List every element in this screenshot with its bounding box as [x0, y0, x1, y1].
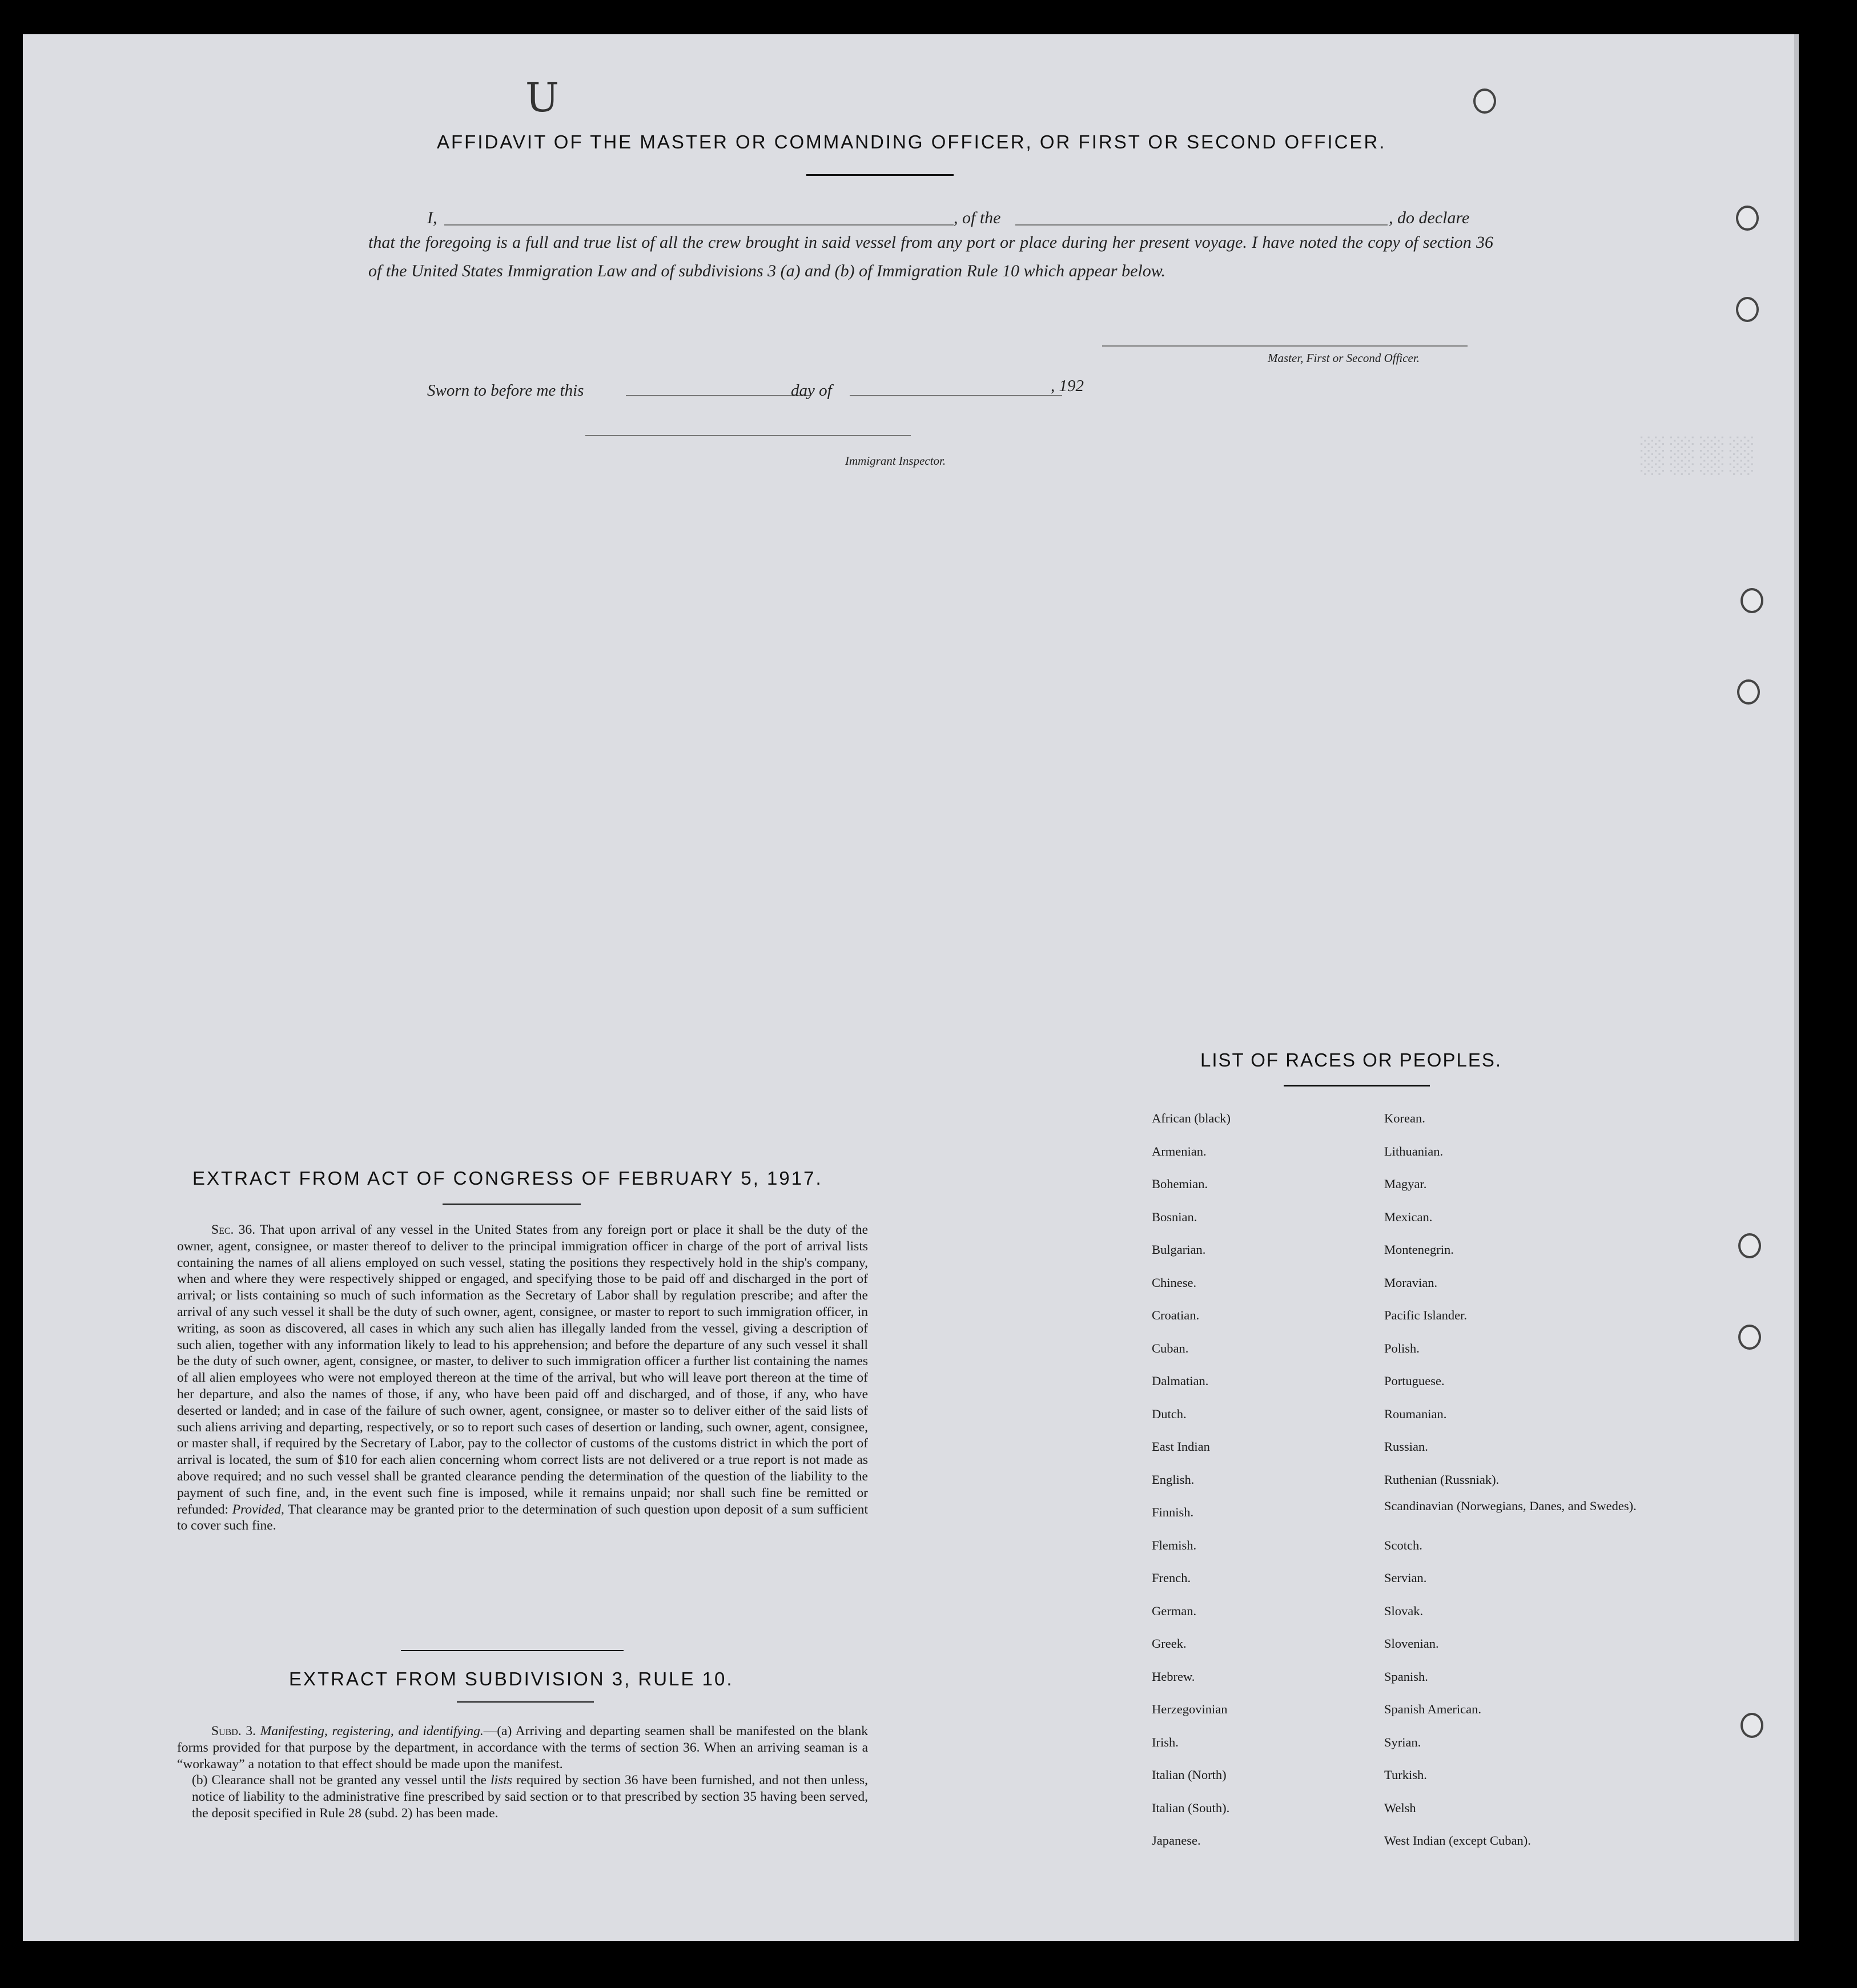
race-entry: French.: [1152, 1571, 1191, 1585]
subd-label: Subd. 3.: [211, 1724, 256, 1739]
race-entry: Flemish.: [1152, 1538, 1197, 1552]
page-edge: [1794, 34, 1799, 1941]
race-entry: Mexican.: [1384, 1209, 1433, 1224]
act-body-text: That upon arrival of any vessel in the United States from any foreign port or place it shall be the duty of the owner, agent, consignee, or master thereof to deliver to the principal immigration officer in charge of the port of arrival lists containing the names of all aliens employed on such vessel, stating the positions they respectively hold in the ship's company, when and where they were respectively shipped or engaged, and specifying those to be paid off and discharged in the port of arrival; or lists containing so much of such information as the Secretary of Labor shall by regulation prescribe; and after the arrival of any such vessel it shall be the duty of such owner, agent, consignee, or master to report to such immigration officer, in writing, as soon as discovered, all cases in which any such alien has illegally landed from the vessel, giving a description of such alien, together with any information likely to lead to his apprehension; and before the departure of any such vessel it shall be the duty of such owner, agent, consignee, or master, to deliver to such immigration officer a further list containing the names of all alien employees who were not employed thereon at the time of the arrival, but who will leave port thereon at the time of her departure, and also the names of those, if any, who have been paid off and discharged, and of those, if any, who have deserted or landed; and in case of the failure of such owner, agent, consignee, or master so to deliver either of the said lists of such aliens arriving and departing, respectively, or so to report such cases of desertion or landing, such owner, agent, consignee, or master shall, if required by the Secretary of Labor, pay to the collector of customs of the customs district in which the port of arrival is located, the sum of $10 for each alien concerning whom correct lists are not delivered or a true report is not made as above required; and no such vessel shall be granted clearance pending the determination of the question of the liability to the payment of such fine, and, in the event such fine is imposed, while it remains unpaid; nor shall such fine be remitted or refunded:: [177, 1222, 869, 1517]
races-right-column: [1384, 1102, 1637, 1857]
rule-para-b-start: (b) Clearance shall not be granted any vessel until the: [192, 1773, 487, 1788]
race-entry: Armenian.: [1152, 1144, 1207, 1158]
race-entry: Scotch.: [1384, 1538, 1422, 1552]
race-entry: Dalmatian.: [1152, 1374, 1209, 1388]
of-the-label: , of the: [954, 208, 1001, 227]
master-signature-field[interactable]: [1102, 345, 1468, 347]
race-entry: Magyar.: [1384, 1177, 1427, 1191]
race-entry: Bulgarian.: [1152, 1242, 1206, 1257]
race-entry: Polish.: [1384, 1341, 1420, 1355]
race-entry: African (black): [1152, 1111, 1231, 1125]
heading-rule: [1284, 1085, 1430, 1086]
rule-extract-heading: EXTRACT FROM SUBDIVISION 3, RULE 10.: [289, 1668, 734, 1689]
act-extract-body: [177, 1222, 868, 1534]
declare-label: , do declare: [1389, 208, 1470, 227]
punch-hole: [1473, 88, 1496, 114]
race-entry: Herzegovinian: [1152, 1702, 1228, 1716]
race-entry: Turkish.: [1384, 1768, 1427, 1782]
race-entry: Russian.: [1384, 1439, 1428, 1454]
master-signature-label: Master, First or Second Officer.: [1268, 351, 1420, 365]
section-label: Sec. 36.: [211, 1222, 256, 1237]
race-entry: Chinese.: [1152, 1275, 1197, 1290]
manifest-page: [23, 34, 1799, 1941]
race-entry: Greek.: [1152, 1636, 1187, 1651]
rule-para-b-lists: lists: [491, 1773, 513, 1788]
race-entry: Japanese.: [1152, 1833, 1201, 1848]
handwritten-mark: U: [525, 74, 559, 121]
race-entry: Korean.: [1384, 1111, 1425, 1125]
affidavit-heading: AFFIDAVIT OF THE MASTER OR COMMANDING OFFICER, OR FIRST OR SECOND OFFICER.: [437, 131, 1386, 152]
punch-hole: [1738, 1233, 1761, 1258]
race-entry: Irish.: [1152, 1735, 1179, 1749]
race-entry: Slovak.: [1384, 1603, 1424, 1618]
heading-rule: [457, 1701, 594, 1703]
race-entry: Scandinavian (Norwegians, Danes, and Swedes).: [1384, 1499, 1637, 1513]
vessel-name-field[interactable]: [1015, 224, 1388, 226]
sworn-year-label: , 192: [1051, 377, 1084, 395]
race-entry: English.: [1152, 1472, 1195, 1487]
race-entry: Montenegrin.: [1384, 1242, 1454, 1257]
subd-title: Manifesting, registering, and identifying.: [260, 1724, 484, 1739]
affidavit-i-label: I,: [427, 208, 437, 227]
sworn-day-field[interactable]: [626, 395, 811, 396]
race-entry: Bohemian.: [1152, 1177, 1208, 1191]
race-entry: Roumanian.: [1384, 1406, 1447, 1421]
act-extract-heading: EXTRACT FROM ACT OF CONGRESS OF FEBRUARY 5, 1917.: [192, 1168, 823, 1189]
sworn-day-of-label: day of: [791, 381, 832, 400]
inspector-label: Immigrant Inspector.: [845, 454, 946, 468]
race-entry: Servian.: [1384, 1571, 1427, 1585]
race-entry: Pacific Islander.: [1384, 1308, 1467, 1322]
race-entry: Slovenian.: [1384, 1636, 1439, 1651]
punch-hole: [1736, 297, 1759, 322]
race-entry: German.: [1152, 1603, 1197, 1618]
race-entry: Croatian.: [1152, 1308, 1200, 1322]
race-entry: Bosnian.: [1152, 1209, 1197, 1224]
act-body-tail: That clearance may be granted prior to the determination of such question upon deposit of a sum sufficient to cover such fine.: [177, 1502, 869, 1534]
race-entry: Finnish.: [1152, 1505, 1194, 1519]
bleed-through-shadow: ░░░░: [1639, 434, 1758, 474]
race-entry: Lithuanian.: [1384, 1144, 1444, 1158]
rule-para-b-end: required by section 36 have been furnished, and not then unless, notice of liability to the administrative fine prescribed by said section or to that prescribed by section 35 having been served, the deposit specified in Rule 28 (subd. 2) has been made.: [192, 1773, 868, 1821]
race-entry: Cuban.: [1152, 1341, 1189, 1355]
punch-hole: [1741, 588, 1763, 613]
proviso-word: Provided,: [232, 1502, 284, 1517]
race-entry: Italian (South).: [1152, 1800, 1230, 1815]
race-entry: Spanish American.: [1384, 1702, 1481, 1716]
rule-extract-body: [177, 1723, 868, 1822]
race-entry: Portuguese.: [1384, 1374, 1445, 1388]
race-entry: Ruthenian (Russniak).: [1384, 1472, 1500, 1487]
inspector-signature-field[interactable]: [585, 435, 911, 436]
races-left-column: [1152, 1102, 1374, 1857]
sworn-prefix: Sworn to before me this: [427, 381, 584, 400]
race-entry: Syrian.: [1384, 1735, 1421, 1749]
race-entry: Italian (North): [1152, 1768, 1227, 1782]
races-heading: LIST OF RACES OR PEOPLES.: [1200, 1049, 1502, 1071]
punch-hole: [1737, 679, 1760, 705]
race-entry: Moravian.: [1384, 1275, 1438, 1290]
heading-rule: [806, 174, 954, 176]
punch-hole: [1741, 1713, 1763, 1738]
punch-hole: [1736, 206, 1759, 231]
race-entry: East Indian: [1152, 1439, 1210, 1454]
officer-name-field[interactable]: [444, 224, 954, 226]
race-entry: Hebrew.: [1152, 1669, 1195, 1684]
race-entry: Spanish.: [1384, 1669, 1428, 1684]
race-entry: West Indian (except Cuban).: [1384, 1833, 1531, 1848]
punch-hole: [1738, 1325, 1761, 1350]
heading-rule: [443, 1204, 581, 1205]
rule-para-a: —(a) Arriving and departing seamen shall be manifested on the blank forms provided for that purpose by the department, in accordance with the terms of section 36. When an arriving seaman is a “workaway” a notation to that effect should be made upon the manifest.: [177, 1724, 868, 1772]
race-entry: Welsh: [1384, 1800, 1416, 1815]
sworn-month-field[interactable]: [850, 395, 1062, 396]
affidavit-body: that the foregoing is a full and true list of all the crew brought in said vessel from any port or place during her present voyage. I have noted the copy of section 36 of the United States Immigration Law and of subdivisions 3 (a) and (b) of Immigration Rule 10 which appear below.: [368, 233, 1493, 280]
race-entry: Dutch.: [1152, 1406, 1187, 1421]
section-divider: [401, 1650, 624, 1651]
